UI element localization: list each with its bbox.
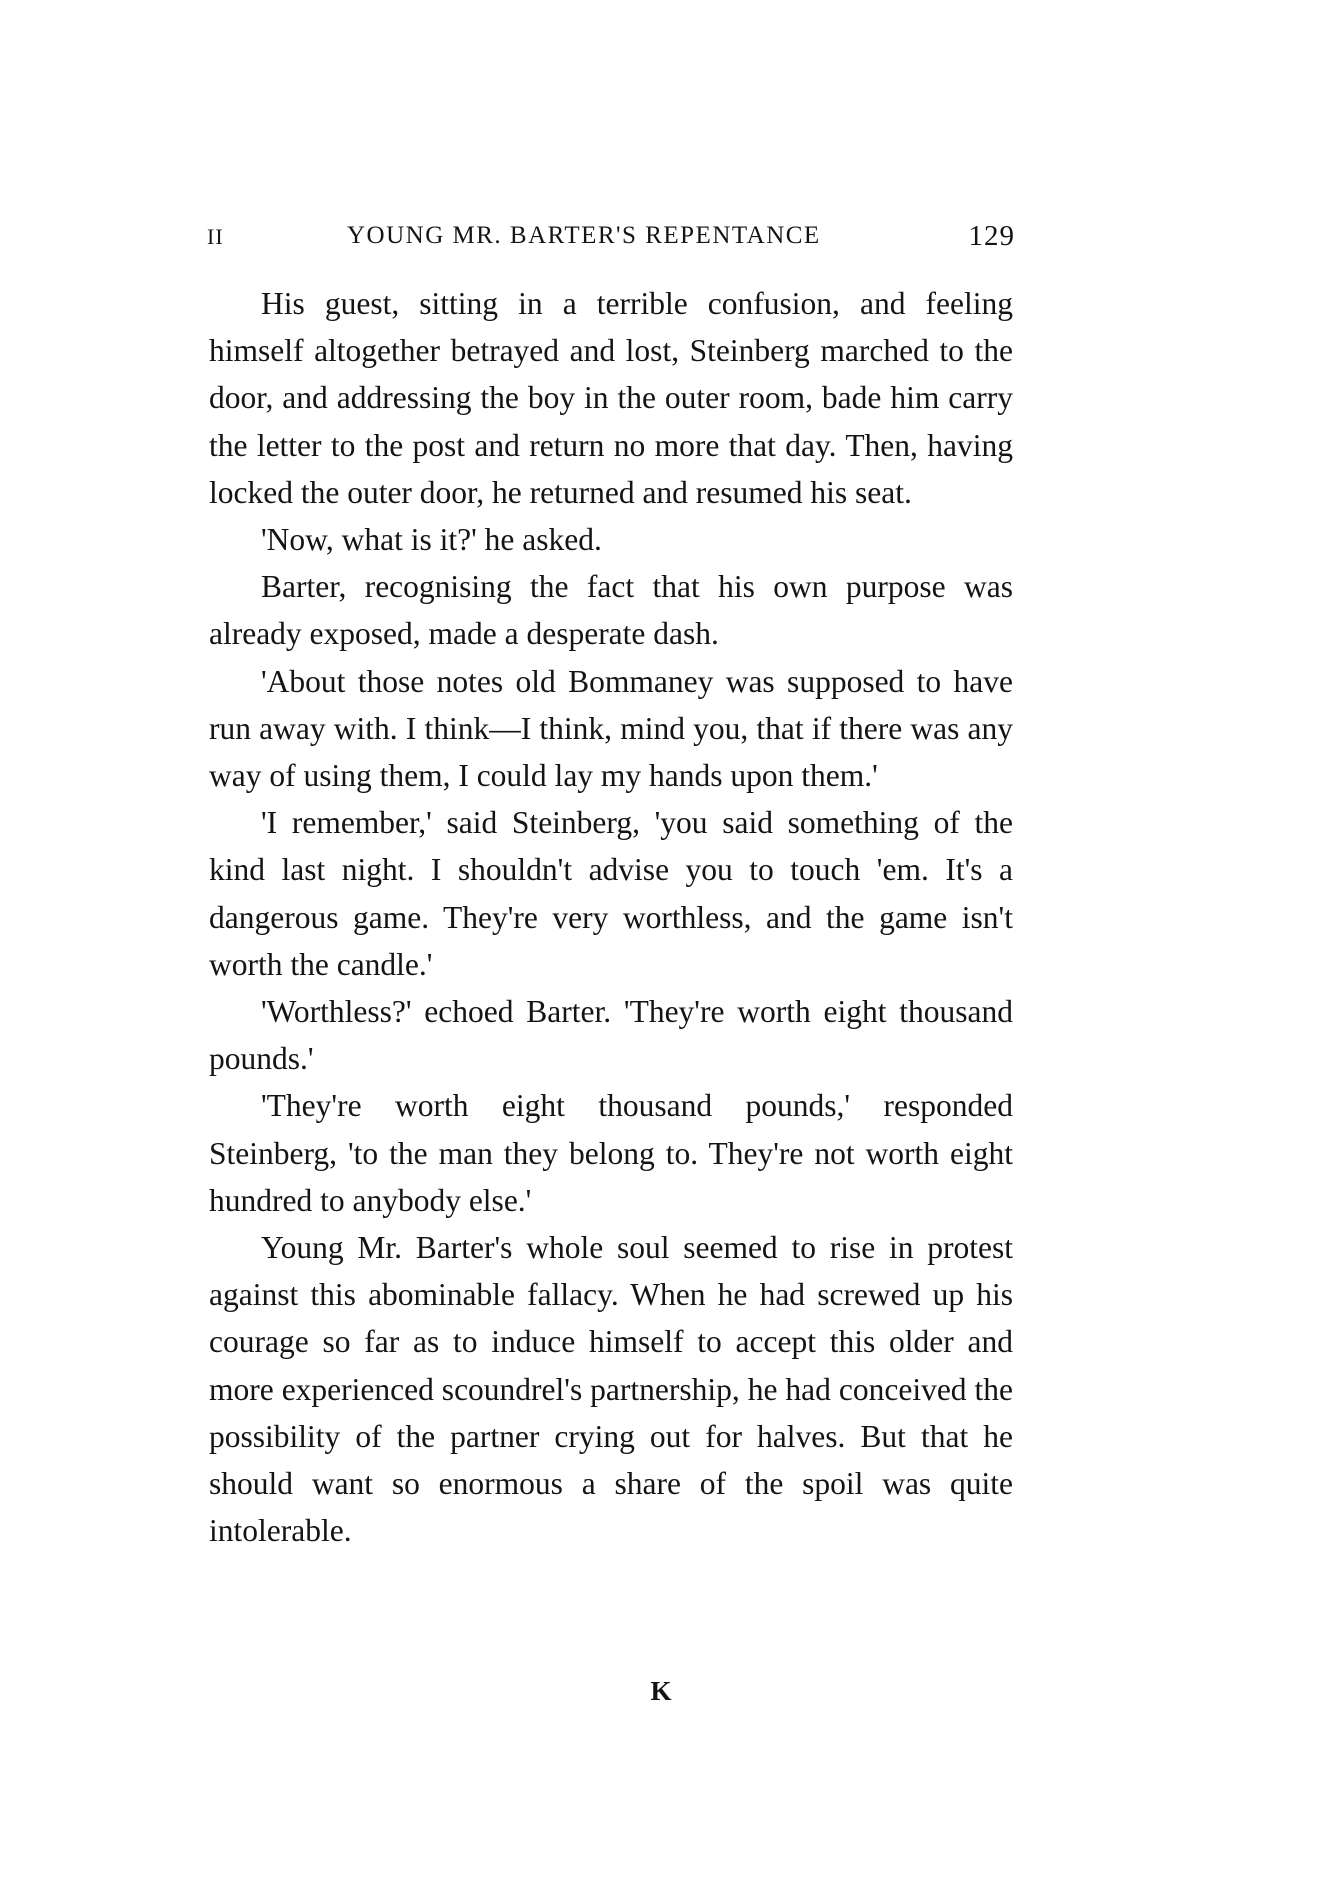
paragraph: His guest, sitting in a terrible confusion, and feeling himself altogether betrayed and lost, Steinberg marched to the door, and addressing the boy in the outer room, bade him carry the letter to the post and return no more that day. Then, having locked the outer door, he returned and resumed his seat. xyxy=(209,286,1013,510)
page-number: 129 xyxy=(968,220,1015,252)
running-head xyxy=(207,220,1015,260)
paragraph: 'About those notes old Bommaney was supposed to have run away with. I think—I think, mind you, that if there was any way of using them, I could lay my hands upon them.' xyxy=(209,663,1013,794)
signature-mark: K xyxy=(650,1676,672,1706)
running-title: YOUNG MR. BARTER'S REPENTANCE xyxy=(347,222,821,249)
paragraph: 'Now, what is it?' he asked. xyxy=(261,522,602,558)
chapter-number: II xyxy=(207,224,224,249)
paragraph: Barter, recognising the fact that his own purpose was already exposed, made a desperate dash. xyxy=(209,569,1013,652)
paragraph: 'I remember,' said Steinberg, 'you said something of the kind last night. I shouldn't advise you to touch 'em. It's a dangerous game. They're very worthless, and the game isn't worth the candle.' xyxy=(209,805,1013,982)
paragraph: Young Mr. Barter's whole soul seemed to rise in protest against this abominable fallacy. When he had screwed up his courage so far as to induce himself to accept this older and more experienced scoundrel's partnership, he had conceived the possibility of the partner crying out for halves. But that he should want so enormous a share of the spoil was quite intolerable. xyxy=(209,1230,1013,1549)
body-text xyxy=(209,280,1013,1554)
paragraph: 'They're worth eight thousand pounds,' responded Steinberg, 'to the man they belong to. They're not worth eight hundred to anybody else.' xyxy=(209,1088,1013,1218)
paragraph: 'Worthless?' echoed Barter. 'They're worth eight thousand pounds.' xyxy=(209,994,1013,1077)
